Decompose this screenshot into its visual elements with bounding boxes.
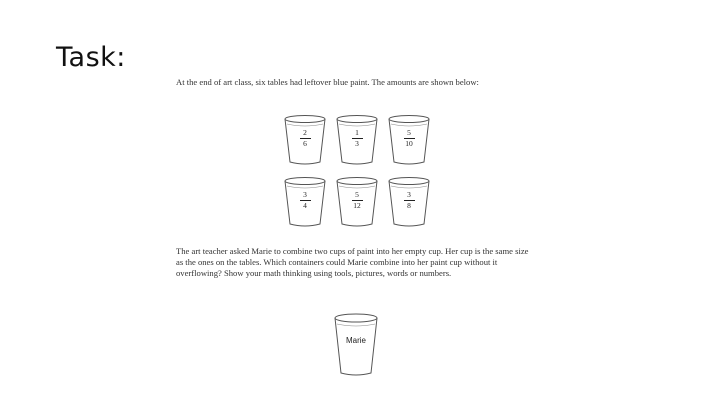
cup-fraction: [334, 129, 380, 148]
fraction-denominator: 4: [303, 201, 307, 210]
fraction-numerator: 2: [303, 128, 307, 137]
paint-cup-4: [282, 176, 328, 228]
paint-cup-3: [386, 114, 432, 166]
intro-text: At the end of art class, six tables had leftover blue paint. The amounts are shown below:: [176, 77, 479, 87]
slide-title: Task:: [56, 42, 126, 73]
fraction-denominator: 12: [353, 201, 361, 210]
paint-cup-5: [334, 176, 380, 228]
paint-cup-1: [282, 114, 328, 166]
marie-cup: [332, 312, 380, 378]
marie-cup-label: Marie: [345, 336, 366, 345]
fraction-denominator: 8: [407, 201, 411, 210]
cup-fraction: [334, 191, 380, 210]
fraction-denominator: 10: [405, 139, 413, 148]
fraction-numerator: 3: [407, 190, 411, 199]
paint-cup-6: [386, 176, 432, 228]
cup-fraction: [386, 129, 432, 148]
cup-fraction: [386, 191, 432, 210]
fraction-numerator: 3: [303, 190, 307, 199]
paint-cup-2: [334, 114, 380, 166]
cup-fraction: [282, 129, 328, 148]
cup-fraction: [282, 191, 328, 210]
fraction-numerator: 5: [407, 128, 411, 137]
worksheet-image: [174, 76, 536, 401]
fraction-numerator: 1: [355, 128, 359, 137]
question-text: The art teacher asked Marie to combine two cups of paint into her empty cup. Her cup is the same size as the ones on the tables. Which containers could Marie combine into her paint cup without it overflowing? Show your math thinking using tools, pictures, words or numbers.: [176, 246, 529, 278]
fraction-denominator: 6: [303, 139, 307, 148]
fraction-denominator: 3: [355, 139, 359, 148]
fraction-numerator: 5: [355, 190, 359, 199]
cup-outline-icon: [332, 312, 380, 378]
